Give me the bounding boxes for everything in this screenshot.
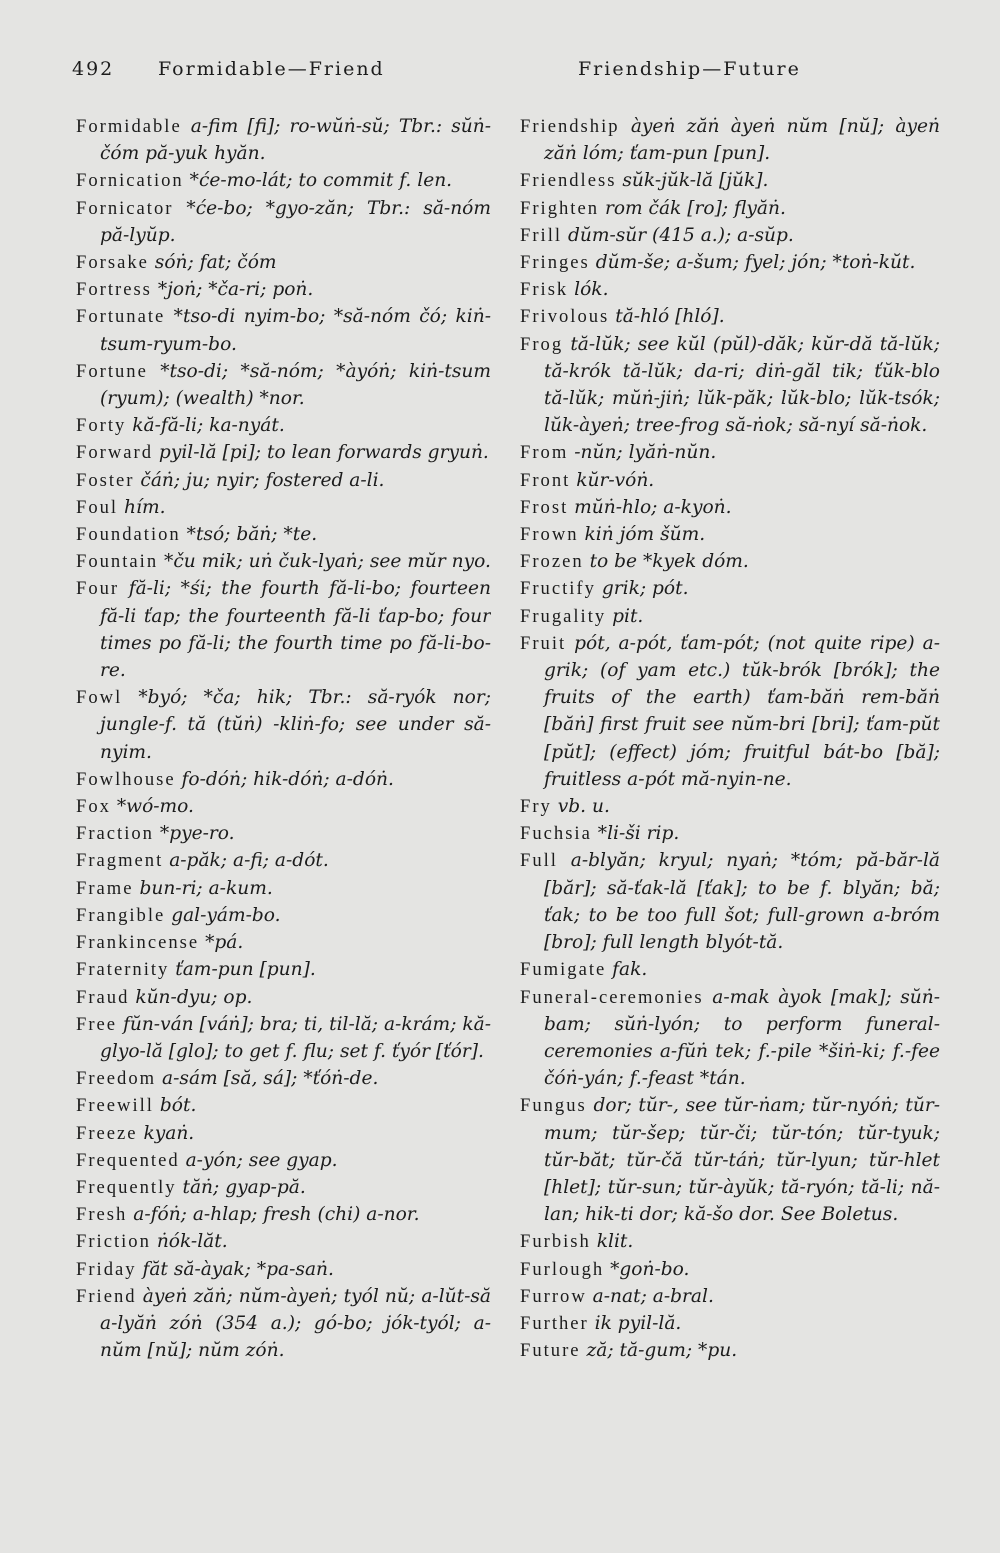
entry-headword: Four	[76, 578, 120, 600]
entry-definition: a-sám [să, sá]; *ťóṅ-de.	[162, 1068, 379, 1090]
dictionary-entry	[520, 820, 940, 847]
entry-definition: ză; tă-gum; *pu.	[586, 1340, 738, 1362]
running-head-right: Friendship—Future	[578, 58, 801, 80]
entry-headword: Fungus	[520, 1095, 587, 1117]
entry-definition: *li-ši rip.	[597, 823, 680, 845]
dictionary-entry	[520, 1228, 940, 1255]
entry-headword: Formidable	[76, 116, 182, 137]
running-head-left: Formidable—Friend	[158, 58, 385, 80]
entry-headword: Frighten	[520, 197, 600, 219]
entry-headword: Fortune	[76, 360, 148, 382]
dictionary-entry	[520, 439, 940, 466]
entry-definition: rom čák [ro]; flyăṅ.	[604, 197, 786, 219]
entry-headword: Foster	[76, 469, 135, 491]
dictionary-entry	[520, 167, 940, 194]
entry-definition: ťam-pun [pun].	[175, 959, 316, 981]
entry-headword: Fountain	[76, 551, 159, 573]
entry-headword: Forty	[76, 415, 127, 437]
dictionary-entry	[520, 303, 940, 330]
entry-headword: Freeze	[76, 1122, 138, 1144]
entry-definition: *pá.	[205, 932, 244, 954]
dictionary-entry	[520, 630, 940, 793]
entry-headword: Foundation	[76, 524, 181, 546]
entry-definition: a-fim [fi]; ro-wŭṅ-sŭ; Tbr.: sŭṅ-čóm pă-yuk hyăn.	[100, 116, 491, 165]
entry-headword: Fornication	[76, 170, 184, 192]
entry-definition: to be *kyek dóm.	[589, 551, 749, 573]
entry-headword: Fruit	[520, 632, 567, 654]
dictionary-entry	[76, 902, 491, 929]
entry-headword: From	[520, 442, 569, 464]
entry-headword: Full	[520, 850, 558, 872]
dictionary-entry	[76, 956, 491, 983]
dictionary-entry	[520, 1283, 940, 1310]
entry-headword: Fox	[76, 796, 111, 818]
entry-headword: Fowl	[76, 687, 123, 709]
entry-headword: Frankincense	[76, 932, 200, 954]
entry-headword: Friday	[76, 1258, 137, 1280]
dictionary-entry	[76, 1065, 491, 1092]
dictionary-entry	[76, 1201, 491, 1228]
entry-definition: pyil-lă [pi]; to lean forwards gryuṅ.	[158, 442, 489, 464]
entry-headword: Frivolous	[520, 306, 610, 328]
entry-headword: Friction	[76, 1231, 151, 1253]
entry-definition: bót.	[159, 1095, 197, 1117]
entry-headword: Fuchsia	[520, 823, 592, 845]
dictionary-entry	[76, 467, 491, 494]
entry-headword: Fraud	[76, 986, 130, 1008]
entry-headword: Forsake	[76, 252, 149, 274]
dictionary-entry	[76, 113, 491, 167]
entry-headword: Fresh	[76, 1204, 128, 1226]
page-header	[0, 58, 1000, 94]
entry-headword: Friendship	[520, 116, 620, 137]
entry-definition: *joṅ; *ča-ri; poṅ.	[157, 279, 314, 301]
dictionary-entry	[76, 276, 491, 303]
entry-headword: Fry	[520, 796, 552, 818]
entry-definition: tăṅ; gyap-pă.	[182, 1176, 306, 1198]
entry-definition: ṅók-lăt.	[156, 1231, 228, 1253]
dictionary-entry	[520, 249, 940, 276]
entry-headword: Front	[520, 469, 571, 491]
entry-headword: Frog	[520, 333, 564, 355]
dictionary-entry	[76, 1174, 491, 1201]
entry-definition: pit.	[612, 605, 644, 627]
dictionary-entry	[520, 521, 940, 548]
entry-definition: *će-bo; *gyo-zăn; Tbr.: să-nóm pă-lyŭp.	[100, 197, 491, 246]
entry-headword: Fortunate	[76, 306, 166, 328]
entry-definition: tă-lŭk; see kŭl (pŭl)-dăk; kŭr-dă tă-lŭk; tă-krók tă-lŭk; da-ri; diṅ-găl tik; ťŭk-blo tă-lŭk; mŭṅ-jiṅ; lŭk-păk; lŭk-blo; lŭk-tsók; lŭk-àyeṅ; tree-frog să-ṅok; să-nyí să-ṅok.	[544, 333, 940, 437]
entry-definition: gal-yám-bo.	[171, 904, 281, 926]
entry-headword: Future	[520, 1340, 581, 1362]
dictionary-entry	[76, 820, 491, 847]
entry-definition: fă-li; *śi; the fourth fă-li-bo; fourteen fă-li ťap; the fourteenth fă-li ťap-bo; four times po fă-li; the fourth time po fă-li-bo-re.	[100, 578, 491, 682]
entry-headword: Furrow	[520, 1285, 587, 1307]
entry-definition: *goṅ-bo.	[610, 1258, 690, 1280]
dictionary-entry	[76, 439, 491, 466]
dictionary-entry	[520, 195, 940, 222]
dictionary-entry	[76, 195, 491, 249]
entry-definition: a-păk; a-fi; a-dót.	[169, 850, 329, 872]
entry-headword: Furlough	[520, 1258, 605, 1280]
dictionary-entry	[76, 303, 491, 357]
dictionary-entry	[520, 847, 940, 956]
dictionary-entry	[520, 984, 940, 1093]
entry-definition: fo-dóṅ; hik-dóṅ; a-dóṅ.	[181, 768, 394, 790]
dictionary-entry	[520, 276, 940, 303]
entry-headword: Frequented	[76, 1149, 180, 1171]
dictionary-entry	[76, 412, 491, 439]
entry-definition: a-mak àyok [mak]; sŭṅ-bam; sŭṅ-lyón; to perform funeral-ceremonies a-fŭṅ tek; f.-pile *šiṅ-ki; f.-fee čóṅ-yán; f.-feast *tán.	[544, 986, 940, 1090]
dictionary-entry	[520, 956, 940, 983]
entry-definition: ik pyil-lă.	[594, 1312, 682, 1334]
entry-headword: Friend	[76, 1285, 137, 1307]
entry-headword: Forward	[76, 442, 153, 464]
entry-headword: Frequently	[76, 1176, 177, 1198]
entry-definition: àyeṅ zăṅ àyeṅ nŭm [nŭ]; àyeṅ zăṅ lóm; ťam-pun [pun].	[544, 116, 940, 165]
dictionary-entry	[76, 875, 491, 902]
entry-definition: dŭm-sŭr (415 a.); a-sŭp.	[567, 224, 794, 246]
entry-headword: Free	[76, 1013, 118, 1035]
dictionary-entry	[520, 1310, 940, 1337]
dictionary-entry	[520, 331, 940, 440]
entry-definition: *ču mik; uṅ čuk-lyaṅ; see mŭr nyo.	[164, 551, 491, 573]
entry-headword: Fragment	[76, 850, 164, 872]
entry-definition: àyeṅ zăṅ; nŭm-àyeṅ; tyól nŭ; a-lŭt-să a-lyăṅ zóṅ (354 a.); gó-bo; jók-tyól; a-nŭm [nŭ]; nŭm zóṅ.	[100, 1285, 491, 1362]
entry-headword: Frost	[520, 496, 569, 518]
entry-headword: Furbish	[520, 1231, 591, 1253]
dictionary-entry	[76, 249, 491, 276]
dictionary-entry	[520, 548, 940, 575]
dictionary-entry	[520, 1092, 940, 1228]
entry-definition: grik; pót.	[601, 578, 689, 600]
entry-definition: tă-hló [hló].	[615, 306, 725, 328]
entry-headword: Frisk	[520, 279, 569, 301]
entry-headword: Frame	[76, 877, 134, 899]
dictionary-entry	[76, 494, 491, 521]
dictionary-entry	[76, 1256, 491, 1283]
entry-headword: Fraction	[76, 823, 154, 845]
entry-headword: Foul	[76, 496, 119, 518]
entry-headword: Freedom	[76, 1068, 157, 1090]
entry-headword: Frown	[520, 524, 579, 546]
dictionary-entry	[76, 167, 491, 194]
entry-definition: sŭk-jŭk-lă [jŭk].	[622, 170, 769, 192]
dictionary-entry	[76, 548, 491, 575]
entry-definition: sóṅ; fat; čóm	[154, 252, 277, 274]
right-column	[520, 113, 940, 1473]
entry-definition: kŭn-dyu; op.	[135, 986, 253, 1008]
entry-headword: Fructify	[520, 578, 596, 600]
dictionary-entry	[76, 358, 491, 412]
page-number: 492	[72, 58, 115, 80]
entry-definition: lók.	[574, 279, 609, 301]
dictionary-entry	[520, 113, 940, 167]
entry-headword: Frugality	[520, 605, 607, 627]
entry-definition: *će-mo-lát; to commit f. len.	[189, 170, 453, 192]
entry-definition: *byó; *ča; hik; Tbr.: să-ryók nor; jungle-f. tă (tŭṅ) -kliṅ-fo; see under să-nyim.	[100, 687, 491, 763]
entry-headword: Fortress	[76, 279, 152, 301]
entry-definition: *tso-di nyim-bo; *să-nóm čó; kiṅ-tsum-ryum-bo.	[100, 306, 491, 355]
entry-definition: fŭn-ván [váṅ]; bra; ti, til-lă; a-krám; kă-glyo-lă [glo]; to get f. flu; set f. ťyór [ťór].	[100, 1013, 491, 1062]
dictionary-entry	[76, 1120, 491, 1147]
entry-definition: *wó-mo.	[116, 796, 194, 818]
dictionary-entry	[76, 521, 491, 548]
dictionary-entry	[76, 847, 491, 874]
entry-definition: čáṅ; ju; nyir; fostered a-li.	[140, 469, 385, 491]
dictionary-entry	[76, 1147, 491, 1174]
entry-definition: pót, a-pót, ťam-pót; (not quite ripe) a-grik; (of yam etc.) tŭk-brók [brók]; the fruits of the earth) ťam-băṅ rem-băṅ [băṅ] first fruit see nŭm-bri [bri]; ťam-pŭt [pŭt]; (effect) jóm; fruitful bát-bo [bă]; fruitless a-pót mă-nyin-ne.	[544, 632, 940, 790]
entry-definition: dor; tŭr-, see tŭr-ṅam; tŭr-nyóṅ; tŭr-mum; tŭr-šep; tŭr-či; tŭr-tón; tŭr-tyuk; tŭr-băt; tŭr-čă tŭr-táṅ; tŭr-lyun; tŭr-hlet [hlet]; tŭr-sun; tŭr-àyŭk; tă-ryón; tă-li; nă-lan; hik-ti dor; kă-šo dor. See Boletus.	[544, 1095, 940, 1226]
entry-definition: -nŭn; lyăṅ-nŭn.	[574, 442, 717, 464]
dictionary-entry	[76, 1283, 491, 1365]
dictionary-entry	[76, 929, 491, 956]
entry-headword: Further	[520, 1312, 589, 1334]
entry-definition: *tsó; băṅ; *te.	[186, 524, 318, 546]
entry-definition: kiṅ jóm šŭm.	[584, 524, 706, 546]
dictionary-entry	[76, 575, 491, 684]
dictionary-entry	[520, 793, 940, 820]
entry-definition: vb. u.	[557, 796, 610, 818]
entry-definition: dŭm-še; a-šum; fyel; jón; *toṅ-kŭt.	[595, 252, 916, 274]
entry-headword: Frangible	[76, 904, 166, 926]
entry-definition: hím.	[124, 496, 166, 518]
entry-definition: *tso-di; *să-nóm; *àyóṅ; kiṅ-tsum (ryum); (wealth) *nor.	[100, 360, 491, 410]
left-column	[76, 113, 491, 1473]
dictionary-entry	[520, 1256, 940, 1283]
entry-definition: *pye-ro.	[159, 823, 235, 845]
entry-definition: a-fóṅ; a-hlap; fresh (chi) a-nor.	[133, 1204, 420, 1226]
dictionary-entry	[76, 984, 491, 1011]
dictionary-entry	[76, 793, 491, 820]
dictionary-entry	[520, 603, 940, 630]
dictionary-entry	[76, 684, 491, 766]
entry-definition: a-nat; a-bral.	[592, 1285, 714, 1307]
dictionary-entry	[520, 575, 940, 602]
dictionary-entry	[520, 1337, 940, 1364]
entry-definition: klit.	[596, 1231, 634, 1253]
entry-headword: Fowlhouse	[76, 768, 176, 790]
dictionary-entry	[520, 467, 940, 494]
entry-definition: mŭṅ-hlo; a-kyoṅ.	[574, 496, 732, 518]
entry-definition: kă-fă-li; ka-nyát.	[132, 415, 285, 437]
entry-definition: a-blyăn; kryul; nyaṅ; *tóm; pă-băr-lă [băr]; să-ťak-lă [ťak]; to be f. blyăn; bă; ťak; to be too full šot; full-grown a-bróm [bro]; full length blyót-tă.	[544, 850, 940, 954]
entry-headword: Funeral-ceremonies	[520, 986, 704, 1008]
dictionary-entry	[76, 1228, 491, 1255]
entry-headword: Frozen	[520, 551, 584, 573]
dictionary-entry	[520, 222, 940, 249]
entry-definition: fak.	[612, 959, 648, 981]
dictionary-entry	[76, 1011, 491, 1065]
entry-headword: Friendless	[520, 170, 617, 192]
entry-definition: kyaṅ.	[143, 1122, 195, 1144]
entry-definition: făt să-àyak; *pa-saṅ.	[142, 1258, 334, 1280]
entry-headword: Freewill	[76, 1095, 154, 1117]
entry-headword: Frill	[520, 224, 563, 246]
entry-definition: bun-ri; a-kum.	[139, 877, 273, 899]
dictionary-entry	[520, 494, 940, 521]
entry-headword: Fraternity	[76, 959, 170, 981]
entry-headword: Fornicator	[76, 197, 174, 219]
entry-definition: kŭr-vóṅ.	[576, 469, 655, 491]
dictionary-entry	[76, 766, 491, 793]
entry-headword: Fumigate	[520, 959, 607, 981]
entry-definition: a-yón; see gyap.	[185, 1149, 338, 1171]
entry-headword: Fringes	[520, 252, 590, 274]
dictionary-entry	[76, 1092, 491, 1119]
